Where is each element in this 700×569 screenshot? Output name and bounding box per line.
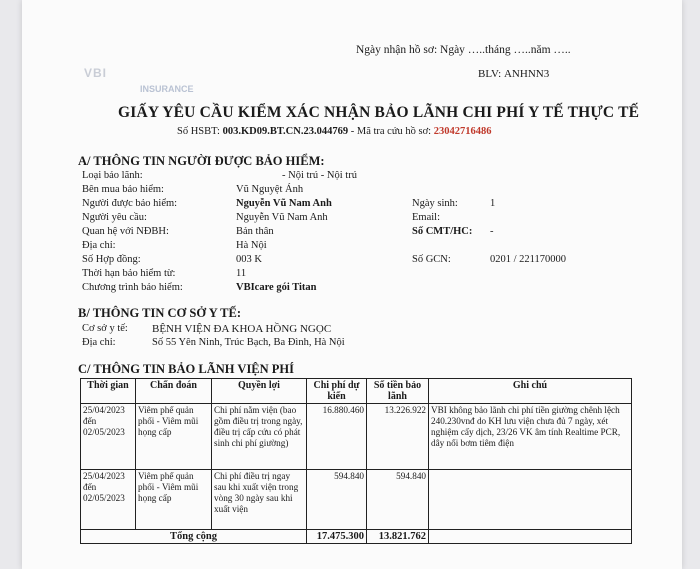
section-c-heading: C/ THÔNG TIN BẢO LÃNH VIỆN PHÍ — [78, 362, 295, 376]
table-row — [81, 404, 632, 470]
info-label: Quan hệ với NĐBH: — [82, 226, 169, 237]
diagnosis-cell: Viêm phế quản phổi - Viêm mũi họng cấp — [136, 470, 212, 530]
hsbt-label: Số HSBT: — [177, 126, 223, 137]
info-value: Vũ Nguyệt Ánh — [236, 184, 304, 195]
column-header: Chi phí dự kiến — [307, 379, 367, 404]
blv-code — [478, 68, 549, 80]
facility-label: Cơ sở y tế: — [82, 323, 128, 334]
column-header: Thời gian — [81, 379, 136, 404]
table-row — [81, 470, 632, 530]
time-cell: 25/04/2023 đến 02/05/2023 — [81, 470, 136, 530]
info-right-label: Số GCN: — [412, 254, 451, 265]
expected-cost-cell: 594.840 — [307, 470, 367, 530]
total-guaranteed: 13.821.762 — [367, 530, 429, 544]
guaranteed-amount-cell: 13.226.922 — [367, 404, 429, 470]
info-right-label: Ngày sinh: — [412, 198, 458, 209]
table-header-row — [81, 379, 632, 404]
info-value: - Nội trú - Nội trú — [282, 170, 357, 181]
info-label: Bên mua bảo hiểm: — [82, 184, 164, 195]
document-page — [22, 0, 682, 569]
address-value: Số 55 Yên Ninh, Trúc Bạch, Ba Đình, Hà Nội — [152, 337, 345, 348]
info-label: Số Hợp đồng: — [82, 254, 141, 265]
facility-value: BỆNH VIỆN ĐA KHOA HỒNG NGỌC — [152, 323, 332, 335]
guaranteed-amount-cell: 594.840 — [367, 470, 429, 530]
info-label: Người được bảo hiểm: — [82, 198, 178, 209]
info-label: Thời hạn bảo hiểm từ: — [82, 268, 176, 279]
info-value: VBIcare gói Titan — [236, 282, 317, 293]
document-subtitle — [177, 126, 491, 137]
column-header: Ghi chú — [429, 379, 632, 404]
info-value: 11 — [236, 268, 247, 279]
received-date: Ngày nhận hồ sơ: Ngày …..tháng …..năm ….. — [356, 44, 571, 56]
info-right-label: Số CMT/HC: — [412, 226, 473, 237]
info-right-value: 1 — [490, 198, 496, 209]
info-label: Chương trình bảo hiểm: — [82, 282, 183, 293]
blv-value: ANHNN3 — [503, 68, 550, 80]
company-logo: VBI — [84, 66, 108, 80]
info-right-value: - — [490, 226, 494, 237]
info-right-label: Email: — [412, 212, 440, 223]
column-header: Số tiền bảo lãnh — [367, 379, 429, 404]
info-value: Nguyễn Vũ Nam Anh — [236, 212, 328, 223]
note-cell — [429, 470, 632, 530]
document-title: GIẤY YÊU CẦU KIỂM XÁC NHẬN BẢO LÃNH CHI PHÍ Y TẾ THỰC TẾ — [118, 104, 640, 121]
note-cell: VBI không bảo lãnh chi phí tiền giường chênh lệch 240.230vnđ do KH lưu viện chưa đủ 7 ngày, xét nghiệm cấy dịch, 23/26 VK âm tính Realtime PCR, dây nối bơm tiêm điện — [429, 404, 632, 470]
table-total-row — [81, 530, 632, 544]
column-header: Quyền lợi — [212, 379, 307, 404]
info-value: Nguyễn Vũ Nam Anh — [236, 198, 332, 209]
company-logo-sub: INSURANCE — [140, 84, 194, 94]
expected-cost-cell: 16.880.460 — [307, 404, 367, 470]
section-b-heading: B/ THÔNG TIN CƠ SỞ Y TẾ: — [78, 306, 242, 320]
info-right-value: 0201 / 221170000 — [490, 254, 567, 265]
info-label: Loại bảo lãnh: — [82, 170, 143, 181]
total-label: Tổng cộng — [81, 530, 307, 544]
hsbt-value: 003.KD09.BT.CN.23.044769 — [222, 126, 349, 137]
info-label: Người yêu cầu: — [82, 212, 147, 223]
time-cell: 25/04/2023 đến 02/05/2023 — [81, 404, 136, 470]
address-label: Địa chỉ: — [82, 337, 116, 348]
benefit-cell: Chi phí nằm viện (bao gồm điều trị trong ngày, điều trị cấp cứu có phát sinh chi phí giường) — [212, 404, 307, 470]
info-value: 003 K — [236, 254, 262, 265]
info-value: Hà Nội — [236, 240, 267, 251]
section-a-heading: A/ THÔNG TIN NGƯỜI ĐƯỢC BẢO HIỂM: — [78, 154, 325, 168]
guarantee-table — [80, 378, 632, 544]
info-label: Địa chỉ: — [82, 240, 116, 251]
benefit-cell: Chi phí điều trị ngay sau khi xuất viện trong vòng 30 ngày sau khi xuất viện — [212, 470, 307, 530]
column-header: Chẩn đoán — [136, 379, 212, 404]
total-expected: 17.475.300 — [307, 530, 367, 544]
lookup-label: - Mã tra cứu hồ sơ: — [348, 126, 434, 137]
lookup-value: 23042716486 — [433, 126, 492, 137]
diagnosis-cell: Viêm phế quản phổi - Viêm mũi họng cấp — [136, 404, 212, 470]
total-note-cell — [429, 530, 632, 544]
blv-label: BLV: — [478, 68, 502, 80]
info-value: Bản thân — [236, 226, 274, 237]
